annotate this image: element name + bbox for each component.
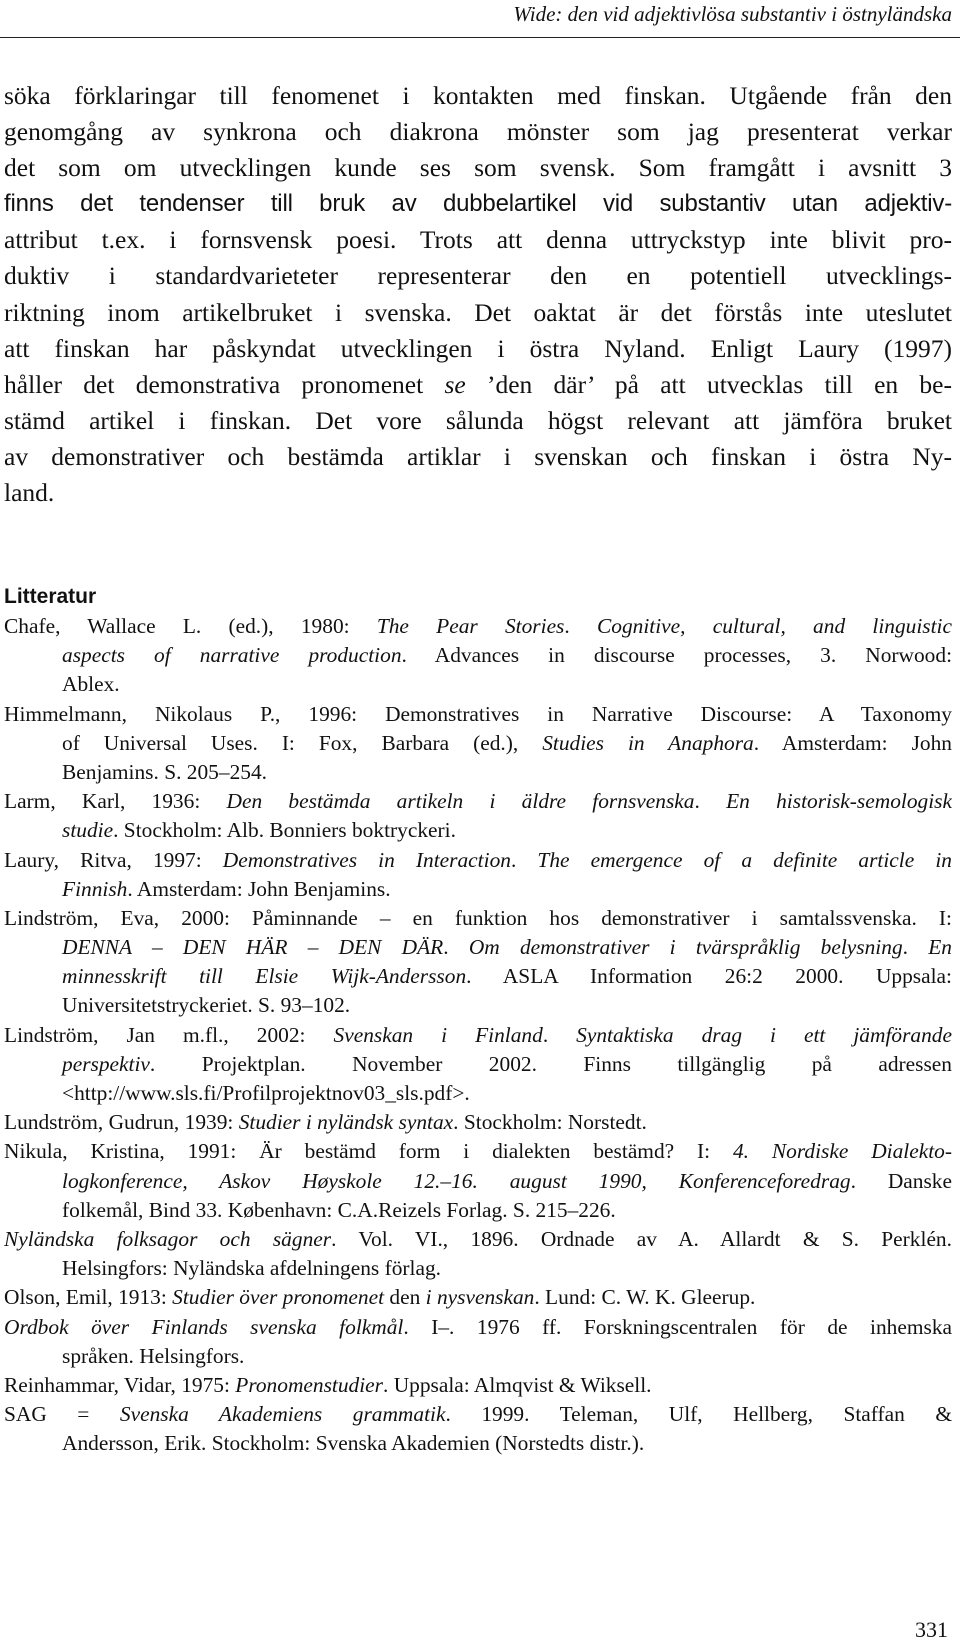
body-line: land. [4, 478, 55, 508]
body-line: riktning inom artikelbruket i svenska. Det oaktat är det förstås inte uteslutet [4, 297, 952, 327]
reference-text: språken. Helsingfors. [62, 1343, 245, 1368]
reference-entry [4, 904, 952, 1021]
reference-line [4, 641, 952, 670]
reference-line [4, 700, 952, 729]
reference-entry [4, 1021, 952, 1109]
reference-text: . Uppsala: Almqvist & Wiksell. [383, 1372, 652, 1397]
reference-entry [4, 700, 952, 788]
reference-line [4, 1196, 952, 1225]
reference-title-italic: perspektiv [62, 1051, 150, 1076]
reference-title-italic: Om demonstrativer i tvärspråklig belysning [468, 935, 903, 960]
reference-line [4, 1283, 952, 1312]
body-line: duktiv i standardvarieteter representerar den en potentiell utvecklings- [4, 261, 952, 291]
reference-title-italic: Svenska Akademiens grammatik [119, 1402, 446, 1427]
reference-text: . [542, 1022, 577, 1047]
reference-title-italic: The Pear Stories [376, 614, 565, 638]
body-line: att finskan har påskyndat utvecklingen i östra Nyland. Enligt Laury (1997) [4, 333, 952, 363]
reference-title-italic: Cognitive, cultural, and linguistic [596, 614, 952, 638]
reference-title-italic: DENNA – DEN HÄR – DEN DÄR [62, 935, 444, 960]
reference-text: Larm, Karl, 1936: [4, 789, 227, 814]
reference-line [4, 1225, 952, 1254]
reference-line [4, 1400, 952, 1429]
reference-line [4, 787, 952, 816]
reference-line [4, 1429, 952, 1458]
reference-line [4, 758, 952, 787]
reference-line [4, 1254, 952, 1283]
reference-text: SAG = [4, 1402, 120, 1427]
reference-text: Andersson, Erik. Stockholm: Svenska Akademien (Norstedts distr.). [62, 1431, 645, 1456]
reference-entry [4, 1371, 952, 1400]
reference-line [4, 1137, 952, 1166]
body-line-segment: håller det demonstrativa pronomenet [4, 369, 424, 399]
reference-title-italic: logkonference, Askov Høyskole 12.–16. august 1990, Konferenceforedrag [62, 1168, 851, 1193]
reference-text: Laury, Ritva, 1997: [4, 847, 223, 872]
body-line: attribut t.ex. i fornsvensk poesi. Trots att denna uttryckstyp inte blivit pro- [4, 225, 952, 255]
reference-text: Lindström, Jan m.fl., 2002: [4, 1022, 334, 1047]
reference-line [4, 1021, 952, 1050]
body-line: av demonstrativer och bestämda artiklar i svenskan och finskan i östra Ny- [4, 441, 952, 471]
reference-title-italic: En [928, 935, 952, 960]
reference-text: . Danske [850, 1168, 952, 1193]
reference-text: of Universal Uses. I: Fox, Barbara (ed.), [62, 730, 543, 755]
reference-text: . Advances in discourse processes, 3. Norwood: [401, 643, 952, 668]
reference-line [4, 875, 952, 904]
reference-title-italic: aspects of narrative production [62, 643, 402, 668]
references-heading: Litteratur [4, 585, 97, 608]
reference-text: Reinhammar, Vidar, 1975: [4, 1372, 236, 1397]
reference-text: . Amsterdam: John Benjamins. [127, 876, 391, 901]
reference-text: . 1999. Teleman, Ulf, Hellberg, Staffan & [445, 1402, 952, 1427]
reference-text: Lindström, Eva, 2000: Påminnande – en funktion hos demonstrativer i samtalssvenska. I: [4, 905, 952, 930]
reference-text: . Vol. VI., 1896. Ordnade av A. Allardt & S. Perklén. [331, 1226, 952, 1251]
body-line-segment-italic: se [444, 369, 466, 399]
reference-entry [4, 1283, 952, 1312]
body-paragraph [4, 78, 952, 511]
reference-line [4, 1371, 952, 1400]
reference-entry [4, 1225, 952, 1283]
reference-text: den [384, 1285, 426, 1310]
reference-line [4, 612, 952, 641]
reference-line [4, 1342, 952, 1371]
reference-line [4, 933, 952, 962]
body-line: stämd artikel i finskan. Det vore sålunda högst relevant att jämföra bruket [4, 405, 952, 435]
reference-title-italic: Studier i nyländsk syntax [238, 1110, 454, 1135]
reference-text: . [443, 935, 469, 960]
header-rule [0, 37, 960, 38]
reference-entry [4, 1137, 952, 1225]
reference-title-italic: Nyländska folksagor och sägner [4, 1226, 332, 1251]
reference-entry [4, 787, 952, 845]
reference-entry [4, 1400, 952, 1458]
body-line: genomgång av synkrona och diakrona mönster som jag presenterat verkar [4, 117, 952, 147]
reference-title-italic: Den bestämda artikeln i äldre fornsvenska [226, 789, 695, 814]
running-head: Wide: den vid adjektivlösa substantiv i östnyländska [513, 2, 952, 26]
reference-title-italic: i nysvenskan [425, 1285, 535, 1310]
body-line: finns det tendenser till bruk av dubbelartikel vid substantiv utan adjektiv- [4, 190, 952, 218]
reference-line [4, 991, 952, 1020]
body-line-segment: ’den där’ på att utvecklas till en be- [465, 369, 952, 399]
reference-title-italic: Svenskan i Finland [333, 1022, 543, 1047]
reference-title-italic: Demonstratives in Interaction [222, 847, 511, 872]
reference-text: <http://www.sls.fi/Profilprojektnov03_sls.pdf>. [62, 1081, 470, 1105]
reference-line [4, 904, 952, 933]
reference-text: . Stockholm: Norstedt. [453, 1110, 647, 1135]
body-line: söka förklaringar till fenomenet i kontakten med finskan. Utgående från den [4, 81, 952, 110]
reference-entry [4, 1108, 952, 1137]
references-list [4, 612, 952, 1458]
reference-line [4, 1079, 952, 1108]
reference-line [4, 962, 952, 991]
reference-title-italic: 4. Nordiske Dialekto- [732, 1139, 952, 1164]
reference-line [4, 846, 952, 875]
reference-line [4, 1167, 952, 1196]
reference-title-italic: minnesskrift till Elsie Wijk-Andersson [62, 964, 467, 989]
reference-text: . ASLA Information 26:2 2000. Uppsala: [466, 964, 952, 989]
body-line: det som om utvecklingen kunde ses som svensk. Som framgått i avsnitt 3 [4, 153, 952, 183]
body-line [4, 367, 952, 403]
reference-text: . [902, 935, 929, 960]
reference-text: . [510, 847, 538, 872]
reference-title-italic: Finnish [62, 876, 128, 901]
reference-entry [4, 612, 952, 700]
reference-entry [4, 1313, 952, 1371]
reference-entry [4, 846, 952, 904]
reference-text: Universitetstryckeriet. S. 93–102. [62, 993, 351, 1018]
reference-title-italic: Pronomenstudier [235, 1372, 384, 1397]
reference-text: Himmelmann, Nikolaus P., 1996: Demonstratives in Narrative Discourse: A Taxonomy [4, 701, 952, 726]
reference-line [4, 816, 952, 845]
reference-text: Nikula, Kristina, 1991: Är bestämd form i dialekten bestämd? I: [4, 1139, 733, 1164]
reference-text: Helsingfors: Nyländska afdelningens förlag. [62, 1256, 441, 1281]
reference-text: . I–. 1976 ff. Forskningscentralen för de inhemska [403, 1314, 952, 1339]
reference-title-italic: The emergence of a definite article in [537, 847, 952, 872]
reference-text: Lundström, Gudrun, 1939: [4, 1110, 239, 1135]
reference-line [4, 1050, 952, 1079]
reference-text: Ablex. [62, 672, 120, 697]
reference-line [4, 670, 952, 699]
reference-text: Chafe, Wallace L. (ed.), 1980: [4, 614, 377, 638]
reference-text: . Lund: C. W. K. Gleerup. [534, 1285, 756, 1310]
reference-title-italic: Studies in Anaphora [542, 730, 754, 755]
reference-text: . Amsterdam: John [753, 730, 952, 755]
reference-text: folkemål, Bind 33. København: C.A.Reizels Forlag. S. 215–226. [62, 1197, 616, 1222]
reference-text: . [694, 789, 727, 814]
reference-title-italic: En historisk-semologisk [726, 789, 952, 814]
reference-line [4, 1108, 952, 1137]
reference-text: . Projektplan. November 2002. Finns tillgänglig på adressen [149, 1051, 952, 1076]
reference-title-italic: studie [62, 818, 114, 843]
reference-line [4, 1313, 952, 1342]
reference-line [4, 729, 952, 758]
reference-title-italic: Studier över pronomenet [172, 1285, 385, 1310]
page-number: 331 [915, 1617, 948, 1642]
reference-title-italic: Syntaktiska drag i ett jämförande [576, 1022, 952, 1047]
reference-text: . [564, 614, 597, 638]
reference-text: Olson, Emil, 1913: [4, 1285, 173, 1310]
reference-title-italic: Ordbok över Finlands svenska folkmål [4, 1314, 404, 1339]
reference-text: . Stockholm: Alb. Bonniers boktryckeri. [113, 818, 456, 843]
reference-text: Benjamins. S. 205–254. [62, 759, 267, 784]
